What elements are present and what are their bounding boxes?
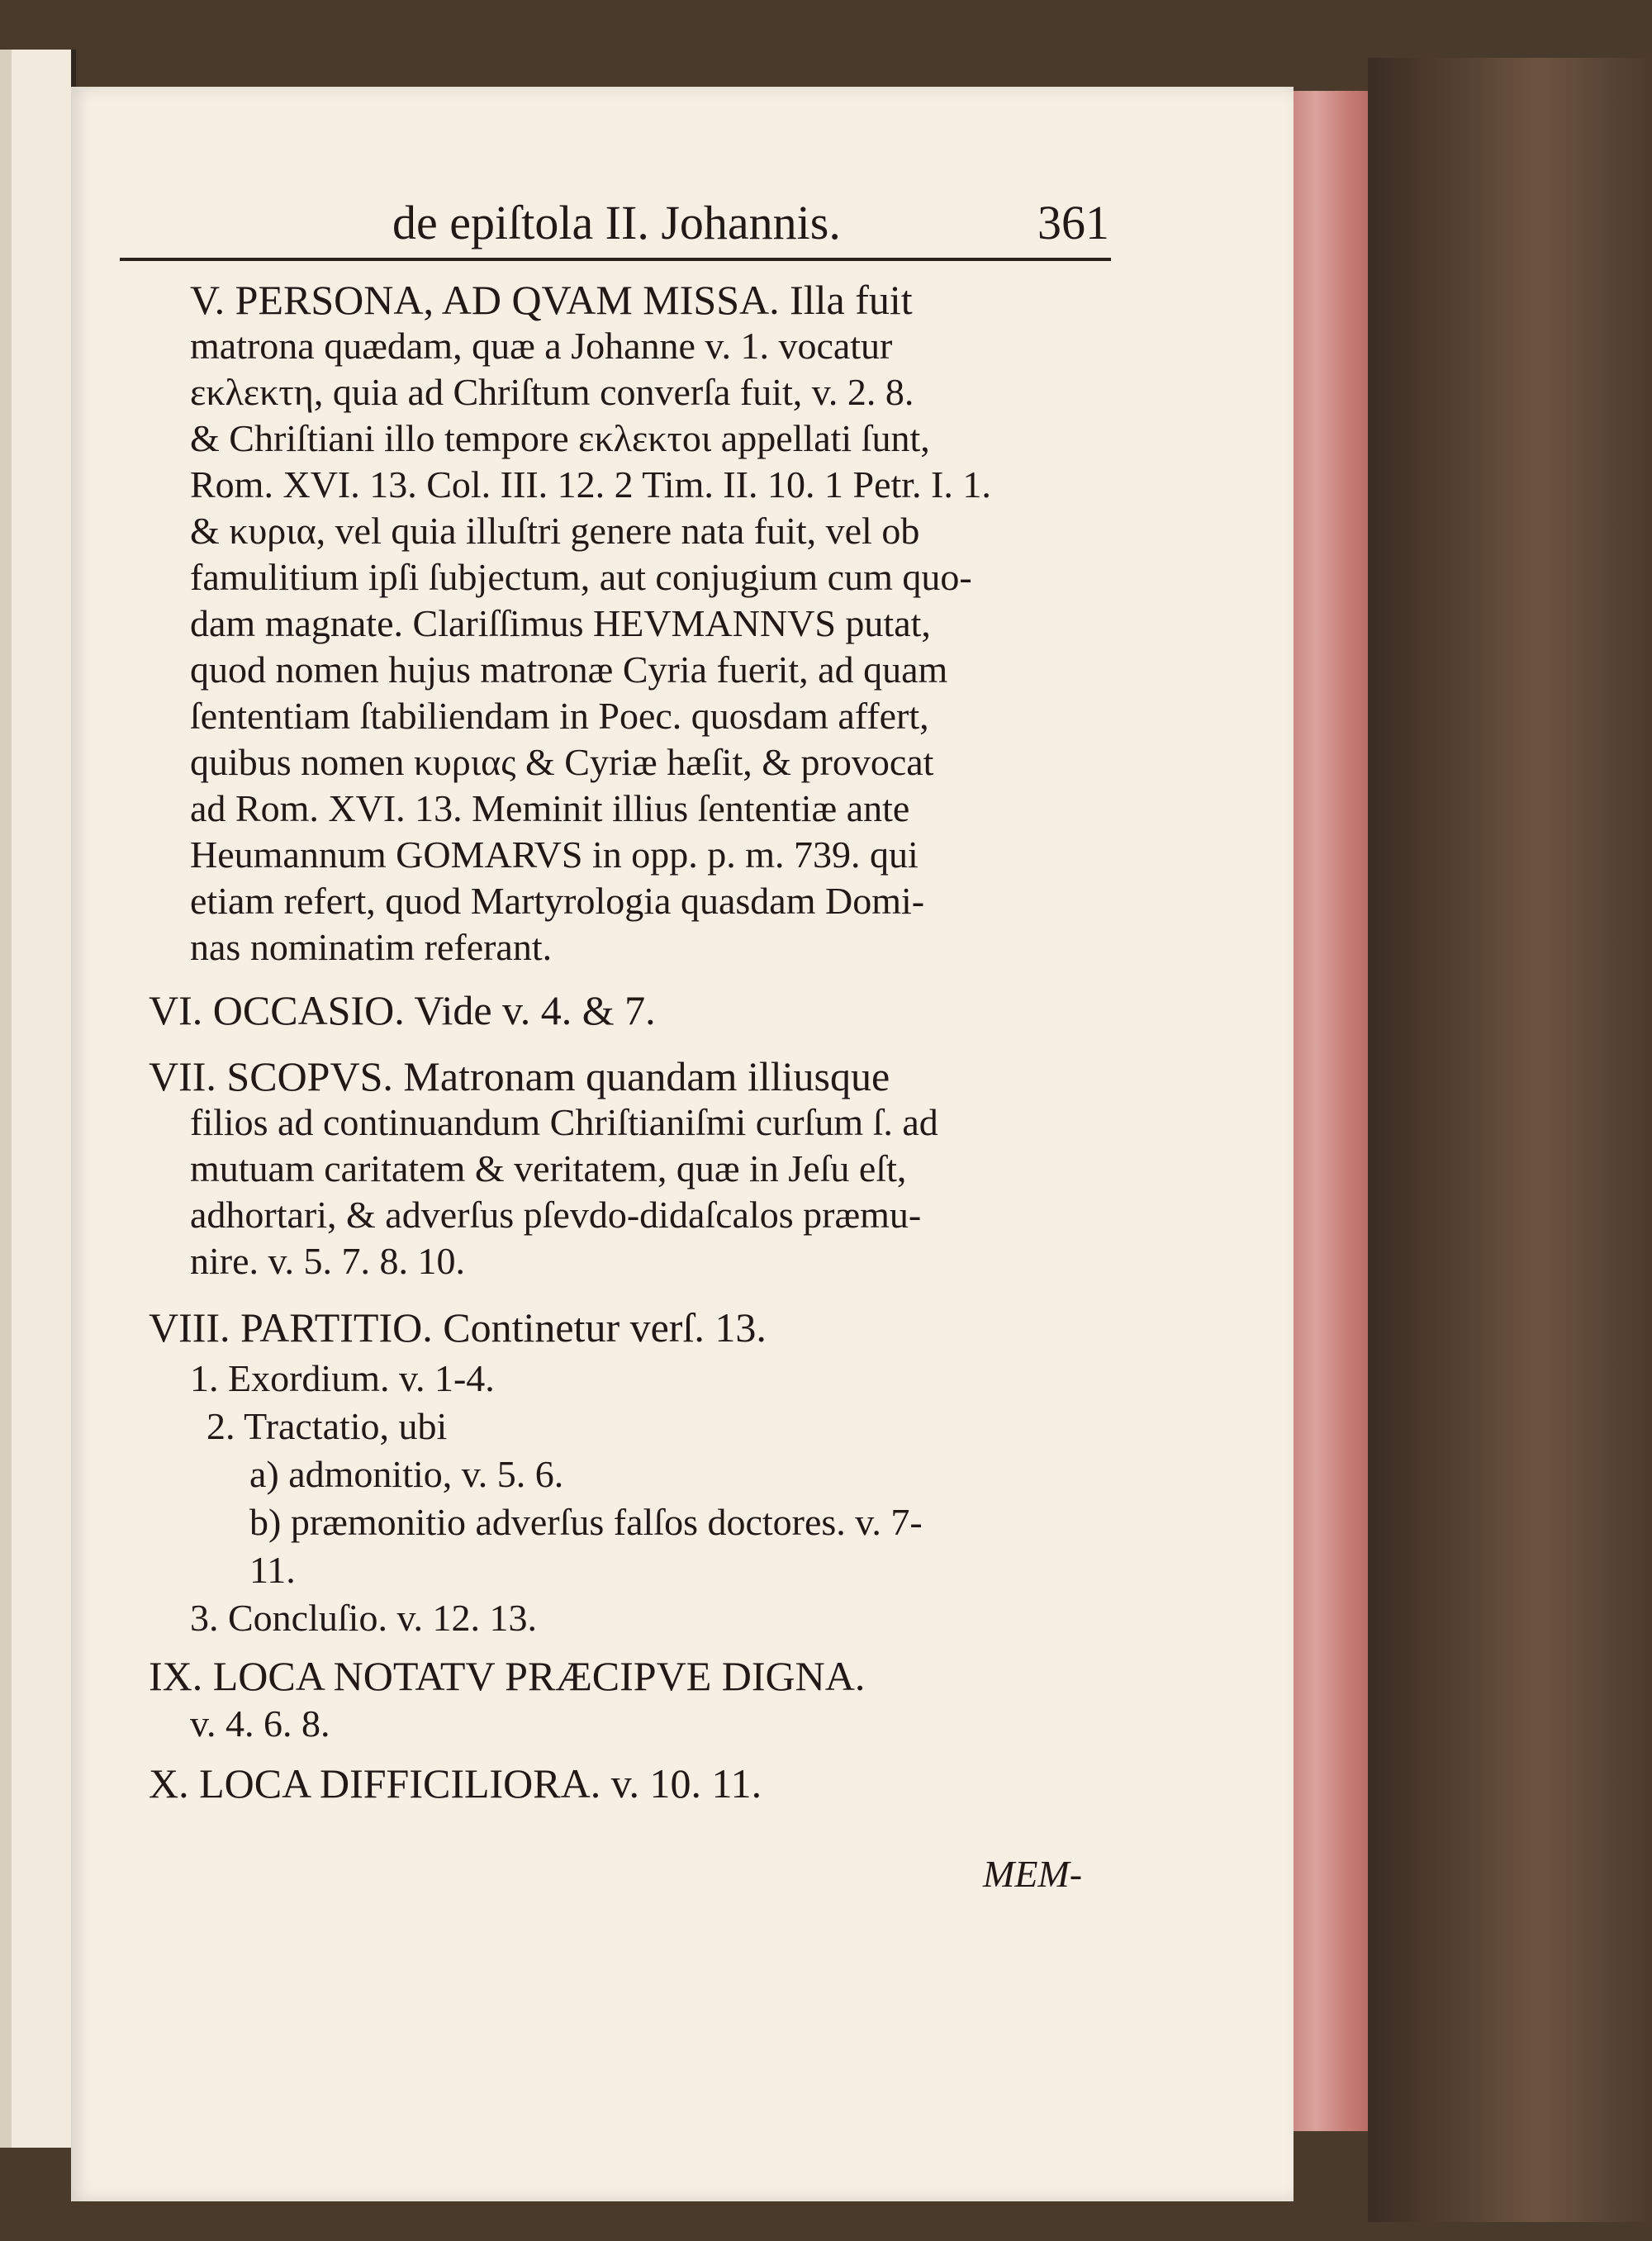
running-header (120, 198, 1111, 248)
line: b) præmonitio adverſus falſos doctores. v. 7- (249, 1501, 923, 1543)
line: nas nominatim referant. (190, 926, 553, 968)
line: a) admonitio, v. 5. 6. (249, 1453, 564, 1495)
line: 2. Tractatio, ubi (206, 1405, 448, 1447)
catchword: MEM- (983, 1853, 1083, 1895)
line: 3. Concluſio. v. 12. 13. (190, 1597, 537, 1639)
header-rule (120, 258, 1111, 261)
page-edge-red (1294, 91, 1368, 2131)
line: filios ad continuandum Chriſtianiſmi curſum ſ. ad (190, 1101, 938, 1143)
line: famulitium ipſi ſubjectum, aut conjugium cum quo- (190, 556, 972, 598)
line: nire. v. 5. 7. 8. 10. (190, 1240, 466, 1282)
line: 1. Exordium. v. 1-4. (190, 1357, 495, 1399)
line: v. 4. 6. 8. (190, 1702, 330, 1745)
line: matrona quædam, quæ a Johanne v. 1. vocatur (190, 325, 893, 367)
book-cover (1368, 58, 1652, 2222)
line-section-ix: IX. LOCA NOTATV PRÆCIPVE DIGNA. (149, 1653, 866, 1699)
line-section-x: X. LOCA DIFFICILIORA. v. 10. 11. (149, 1760, 762, 1807)
line-section-vi: VI. OCCASIO. Vide v. 4. & 7. (149, 987, 656, 1033)
line: etiam refert, quod Martyrologia quasdam Domi- (190, 880, 925, 922)
line-section-v: V. PERSONA, AD QVAM MISSA. Illa fuit (190, 277, 913, 323)
running-title: de epiſtola II. Johannis. (392, 196, 841, 249)
line: Heumannum GOMARVS in opp. p. m. 739. qui (190, 833, 919, 876)
line: εκλεκτη, quia ad Chriſtum converſa fuit, v. 2. 8. (190, 371, 914, 413)
line: ſententiam ſtabiliendam in Poec. quosdam affert, (190, 695, 929, 737)
line: ad Rom. XVI. 13. Meminit illius ſententiæ ante (190, 787, 910, 829)
line: 11. (249, 1549, 296, 1591)
line: & κυρια, vel quia illuſtri genere nata fuit, vel ob (190, 510, 920, 552)
line: quod nomen hujus matronæ Cyria fuerit, ad quam (190, 648, 948, 691)
left-page-edge (0, 50, 76, 2148)
line: dam magnate. Clariſſimus HEVMANNVS putat, (190, 602, 931, 644)
line: mutuam caritatem & veritatem, quæ in Jeſu eſt, (190, 1147, 907, 1189)
line: adhortari, & adverſus pſevdo-didaſcalos præmu- (190, 1194, 922, 1236)
line-section-viii: VIII. PARTITIO. Continetur verſ. 13. (149, 1304, 767, 1351)
line: Rom. XVI. 13. Col. III. 12. 2 Tim. II. 10. 1 Petr. I. 1. (190, 463, 991, 506)
line: & Chriſtiani illo tempore εκλεκτοι appellati ſunt, (190, 417, 930, 459)
page-number: 361 (1037, 196, 1109, 249)
line: quibus nomen κυριας & Cyriæ hæſit, & provocat (190, 741, 934, 783)
line-section-vii: VII. SCOPVS. Matronam quandam illiusque (149, 1053, 890, 1099)
